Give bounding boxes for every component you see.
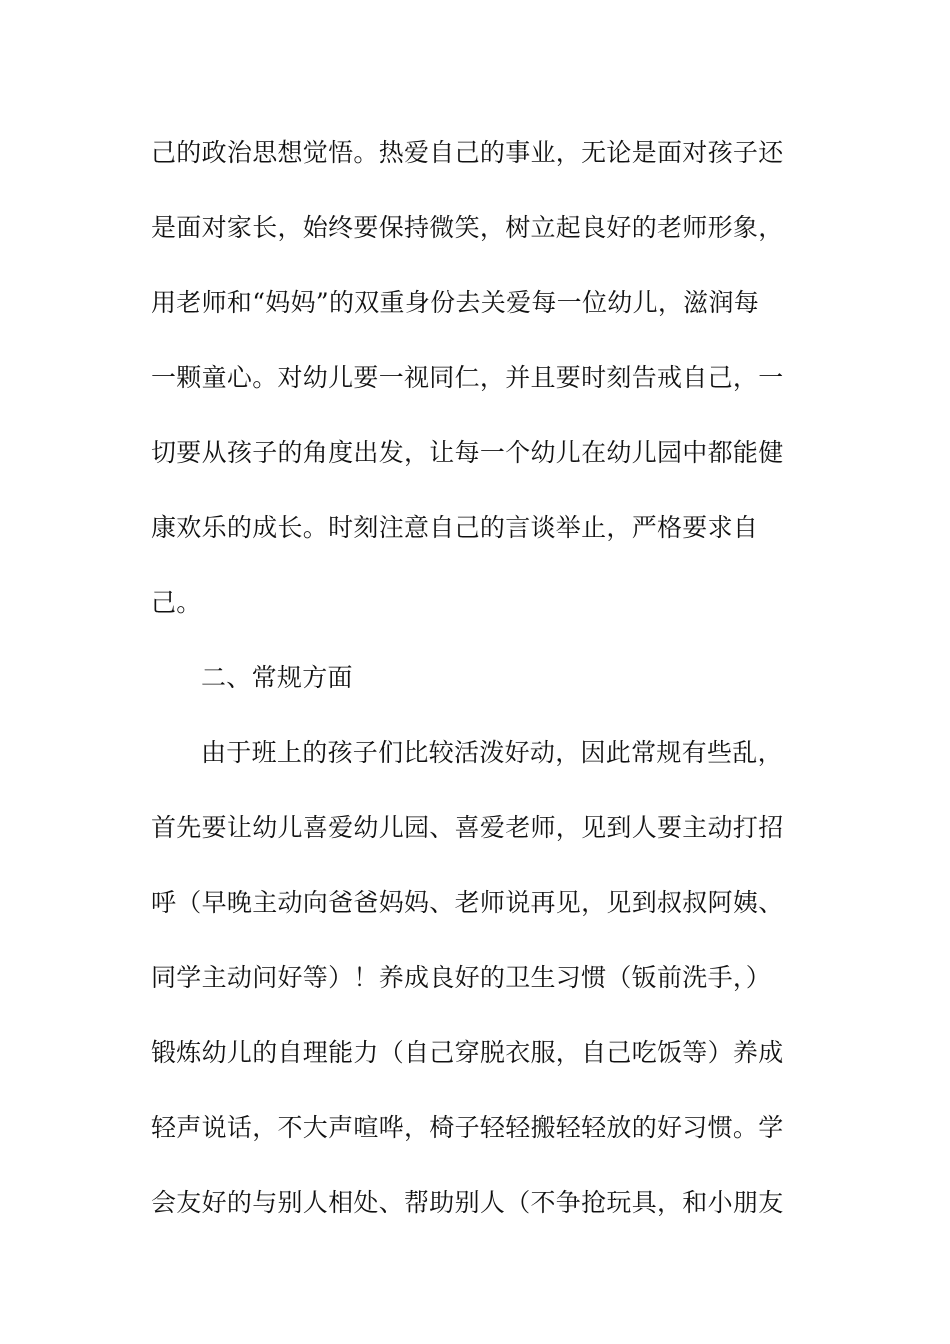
- section-heading: 二、常规方面: [201, 663, 353, 692]
- text-line: 己的政治思想觉悟。热爱自己的事业，无论是面对孩子还: [151, 138, 784, 167]
- text-line: 轻声说话，不大声喧哗，椅子轻轻搬轻轻放的好习惯。学: [151, 1113, 784, 1142]
- text-line: 呼（早晚主动向爸爸妈妈、老师说再见，见到叔叔阿姨、: [151, 888, 784, 917]
- text-line: 康欢乐的成长。时刻注意自己的言谈举止，严格要求自: [151, 513, 759, 542]
- text-line: 锻炼幼儿的自理能力（自己穿脱衣服，自己吃饭等）养成: [151, 1038, 784, 1067]
- text-line: 首先要让幼儿喜爱幼儿园、喜爱老师，见到人要主动打招: [151, 813, 784, 842]
- paragraph-first-line: 由于班上的孩子们比较活泼好动，因此常规有些乱，: [201, 738, 783, 767]
- text-line: 是面对家长，始终要保持微笑，树立起良好的老师形象，: [151, 213, 784, 242]
- text-line: 同学主动问好等）！养成良好的卫生习惯（钣前洗手，）: [151, 963, 772, 992]
- text-line: 用老师和“妈妈”的双重身份去关爱每一位幼儿，滋润每: [151, 288, 760, 317]
- text-line: 会友好的与别人相处、帮助别人（不争抢玩具，和小朋友: [151, 1188, 784, 1217]
- text-line: 一颗童心。对幼儿要一视同仁，并且要时刻告戒自己，一: [151, 363, 784, 392]
- text-line: 切要从孩子的角度出发，让每一个幼儿在幼儿园中都能健: [151, 438, 784, 467]
- body-text: [151, 128, 801, 1253]
- text-line: 己。: [151, 588, 202, 617]
